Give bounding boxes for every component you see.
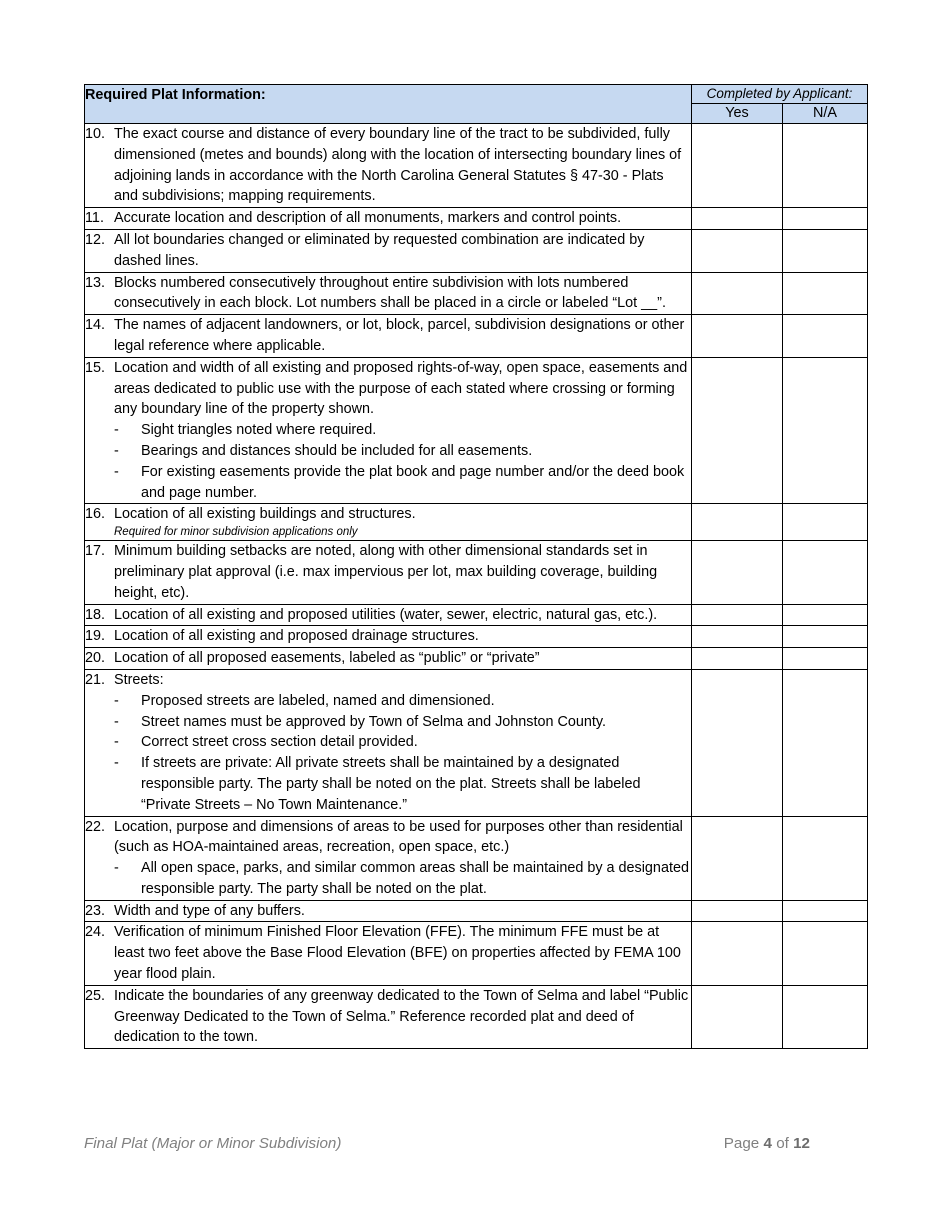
yes-checkbox-cell[interactable] [692, 816, 783, 900]
requirement-item [85, 670, 691, 816]
na-checkbox-cell[interactable] [783, 816, 868, 900]
requirement-number: 22. [85, 818, 106, 835]
requirement-text: The names of adjacent landowners, or lot, block, parcel, subdivision designations or other legal reference where applicable. [114, 317, 685, 354]
na-checkbox-cell[interactable] [783, 541, 868, 604]
requirement-text: Minimum building setbacks are noted, along with other dimensional standards set in preliminary plat approval (i.e. max impervious per lot, max building coverage, building height, etc). [114, 543, 658, 601]
requirement-body [114, 358, 691, 504]
requirement-description [85, 900, 692, 922]
requirement-description [85, 208, 692, 230]
sub-bullet [114, 462, 691, 504]
requirement-description [85, 604, 692, 626]
table-row [85, 124, 868, 208]
requirement-number: 14. [85, 317, 106, 334]
footer-page-number [724, 1135, 810, 1152]
na-checkbox-cell[interactable] [783, 357, 868, 504]
yes-checkbox-cell[interactable] [692, 648, 783, 670]
sub-bullet [114, 691, 691, 712]
requirement-body [114, 626, 691, 647]
table-row [85, 669, 868, 816]
na-checkbox-cell[interactable] [783, 900, 868, 922]
requirement-number: 17. [85, 543, 106, 560]
sub-bullet [114, 858, 691, 900]
footer-document-title: Final Plat (Major or Minor Subdivision) [84, 1135, 342, 1152]
yes-column-header: Yes [692, 104, 783, 124]
dash-bullet-icon: - [114, 442, 119, 459]
requirement-description [85, 541, 692, 604]
dash-bullet-icon: - [114, 860, 119, 877]
na-checkbox-cell[interactable] [783, 315, 868, 358]
table-row [85, 229, 868, 272]
requirement-body [114, 901, 691, 922]
requirement-text: All lot boundaries changed or eliminated by requested combination are indicated by dashed lines. [114, 231, 645, 269]
requirement-number: 20. [85, 650, 106, 667]
requirement-description [85, 315, 692, 358]
na-checkbox-cell[interactable] [783, 604, 868, 626]
requirement-item [85, 315, 691, 357]
requirement-body [114, 605, 691, 626]
requirement-text: Blocks numbered consecutively throughout entire subdivision with lots numbered consecutively in each block. Lot numbers shall be placed in a circle or labeled “Lot __”. [114, 274, 666, 312]
dash-bullet-icon: - [114, 755, 119, 772]
requirement-text: Accurate location and description of all monuments, markers and control points. [114, 210, 622, 227]
requirement-item [85, 230, 691, 272]
requirement-number: 25. [85, 987, 106, 1004]
requirement-item [85, 817, 691, 900]
requirement-text: Verification of minimum Finished Floor Elevation (FFE). The minimum FFE must be at least two feet above the Base Flood Elevation (BFE) on properties affected by FEMA 100 year flood plain. [114, 924, 681, 983]
table-row [85, 357, 868, 504]
na-checkbox-cell[interactable] [783, 626, 868, 648]
requirement-number: 19. [85, 628, 106, 645]
completed-by-header: Completed by Applicant: [692, 85, 868, 104]
requirement-number: 16. [85, 506, 106, 523]
yes-checkbox-cell[interactable] [692, 626, 783, 648]
requirement-number: 18. [85, 606, 106, 623]
table-row [85, 208, 868, 230]
table-row [85, 900, 868, 922]
page-current: 4 [763, 1135, 772, 1152]
sub-bullet-text: Proposed streets are labeled, named and dimensioned. [141, 692, 495, 709]
requirement-body [114, 648, 691, 669]
table-row [85, 626, 868, 648]
table-row [85, 648, 868, 670]
requirement-item [85, 541, 691, 603]
sub-bullet-text: All open space, parks, and similar common areas shall be maintained by a designated responsible party. The party shall be noted on the plat. [141, 860, 689, 897]
requirement-description [85, 626, 692, 648]
sub-bullet-text: If streets are private: All private streets shall be maintained by a designated responsible party. The party shall be noted on the plat. Streets shall be labeled “Private Streets – No Town Maintenance.” [141, 755, 641, 813]
requirement-body [114, 504, 691, 540]
requirement-description [85, 504, 692, 541]
requirement-body [114, 541, 691, 603]
table-row [85, 985, 868, 1048]
page-total: 12 [793, 1135, 810, 1152]
sub-bullet-text: Street names must be approved by Town of Selma and Johnston County. [141, 713, 607, 730]
sub-bullet-text: Correct street cross section detail provided. [141, 734, 418, 751]
table-row [85, 541, 868, 604]
requirement-number: 24. [85, 924, 106, 941]
table-row [85, 504, 868, 541]
dash-bullet-icon: - [114, 734, 119, 751]
sub-bullet [114, 712, 691, 733]
requirement-item [85, 986, 691, 1048]
sub-bullet [114, 441, 691, 462]
requirement-body [114, 124, 691, 207]
requirement-body [114, 208, 691, 229]
yes-checkbox-cell[interactable] [692, 229, 783, 272]
table-row [85, 922, 868, 985]
requirement-description [85, 922, 692, 985]
requirement-number: 12. [85, 231, 106, 248]
requirement-text: Location, purpose and dimensions of areas to be used for purposes other than residential (such as HOA-maintained areas, recreation, open space, etc.) [114, 818, 683, 856]
sub-bullet-text: For existing easements provide the plat book and page number and/or the deed book and page number. [141, 463, 685, 501]
yes-checkbox-cell[interactable] [692, 357, 783, 504]
yes-checkbox-cell[interactable] [692, 669, 783, 816]
na-checkbox-cell[interactable] [783, 669, 868, 816]
table-row [85, 604, 868, 626]
requirement-body [114, 922, 691, 984]
page-word: Page [723, 1135, 760, 1152]
requirement-number: 11. [85, 210, 104, 227]
yes-checkbox-cell[interactable] [692, 208, 783, 230]
requirement-item [85, 504, 691, 540]
requirement-description [85, 816, 692, 900]
requirement-item [85, 605, 691, 626]
yes-checkbox-cell[interactable] [692, 315, 783, 358]
requirement-note: Required for minor subdivision applications only [114, 526, 358, 539]
na-checkbox-cell[interactable] [783, 922, 868, 985]
na-checkbox-cell[interactable] [783, 229, 868, 272]
yes-checkbox-cell[interactable] [692, 985, 783, 1048]
requirement-item [85, 901, 691, 922]
yes-checkbox-cell[interactable] [692, 272, 783, 315]
requirement-item [85, 124, 691, 207]
requirement-text: Width and type of any buffers. [114, 902, 305, 919]
sub-bullet-text: Bearings and distances should be included for all easements. [141, 442, 533, 459]
requirement-description [85, 124, 692, 208]
sub-bullet [114, 732, 691, 753]
table-title: Required Plat Information: [85, 85, 692, 124]
requirement-number: 13. [85, 274, 106, 291]
sub-bullet [114, 753, 691, 815]
na-checkbox-cell[interactable] [783, 648, 868, 670]
requirement-description [85, 648, 692, 670]
requirement-text: Location of all existing and proposed utilities (water, sewer, electric, natural gas, etc.). [114, 606, 658, 623]
table-row [85, 315, 868, 358]
requirement-description [85, 229, 692, 272]
table-row [85, 816, 868, 900]
na-checkbox-cell[interactable] [783, 208, 868, 230]
requirement-number: 15. [85, 359, 106, 376]
yes-checkbox-cell[interactable] [692, 900, 783, 922]
plat-requirements-table [84, 84, 868, 1049]
dash-bullet-icon: - [114, 692, 119, 709]
requirement-text: Streets: [114, 671, 164, 688]
requirement-item [85, 273, 691, 315]
requirement-description [85, 985, 692, 1048]
requirement-description [85, 669, 692, 816]
requirement-item [85, 626, 691, 647]
na-checkbox-cell[interactable] [783, 272, 868, 315]
requirement-body [114, 817, 691, 900]
requirement-number: 23. [85, 902, 106, 919]
sub-bullet [114, 420, 691, 441]
requirement-description [85, 272, 692, 315]
yes-checkbox-cell[interactable] [692, 922, 783, 985]
requirement-text: The exact course and distance of every boundary line of the tract to be subdivided, fully dimensioned (metes and bounds) along with the location of intersecting boundary lines of adjoining lands in accordance with the North Carolina General Statutes § 47-30 - Plats and subdivisions; mapping requirements. [114, 126, 682, 205]
dash-bullet-icon: - [114, 422, 119, 439]
sub-bullet-text: Sight triangles noted where required. [141, 422, 377, 439]
requirement-body [114, 986, 691, 1048]
table-row [85, 272, 868, 315]
yes-checkbox-cell[interactable] [692, 541, 783, 604]
requirement-text: Location of all existing and proposed drainage structures. [114, 628, 479, 645]
requirement-text: Location of all existing buildings and structures. [114, 506, 416, 523]
na-checkbox-cell[interactable] [783, 124, 868, 208]
requirement-text: Location and width of all existing and proposed rights-of-way, open space, easements and areas dedicated to public use with the purpose of each stated where crossing or forming any boundary line of the property shown. [114, 359, 688, 418]
dash-bullet-icon: - [114, 713, 119, 730]
dash-bullet-icon: - [114, 463, 119, 480]
requirements-rows [85, 124, 868, 1049]
requirement-body [114, 273, 691, 315]
na-checkbox-cell[interactable] [783, 504, 868, 541]
requirement-body [114, 230, 691, 272]
requirement-item [85, 648, 691, 669]
requirement-item [85, 358, 691, 504]
of-word: of [776, 1135, 789, 1152]
na-column-header: N/A [783, 104, 868, 124]
requirement-item [85, 922, 691, 984]
requirement-text: Location of all proposed easements, labeled as “public” or “private” [114, 650, 540, 667]
requirement-number: 21. [85, 671, 106, 688]
requirement-body [114, 315, 691, 357]
requirement-text: Indicate the boundaries of any greenway dedicated to the Town of Selma and label “Public Greenway Dedicated to the Town of Selma.” Reference recorded plat and deed of dedication to the town. [114, 987, 689, 1046]
requirement-body [114, 670, 691, 816]
requirement-description [85, 357, 692, 504]
na-checkbox-cell[interactable] [783, 985, 868, 1048]
yes-checkbox-cell[interactable] [692, 604, 783, 626]
requirement-item [85, 208, 691, 229]
yes-checkbox-cell[interactable] [692, 504, 783, 541]
yes-checkbox-cell[interactable] [692, 124, 783, 208]
requirement-number: 10. [85, 126, 106, 142]
